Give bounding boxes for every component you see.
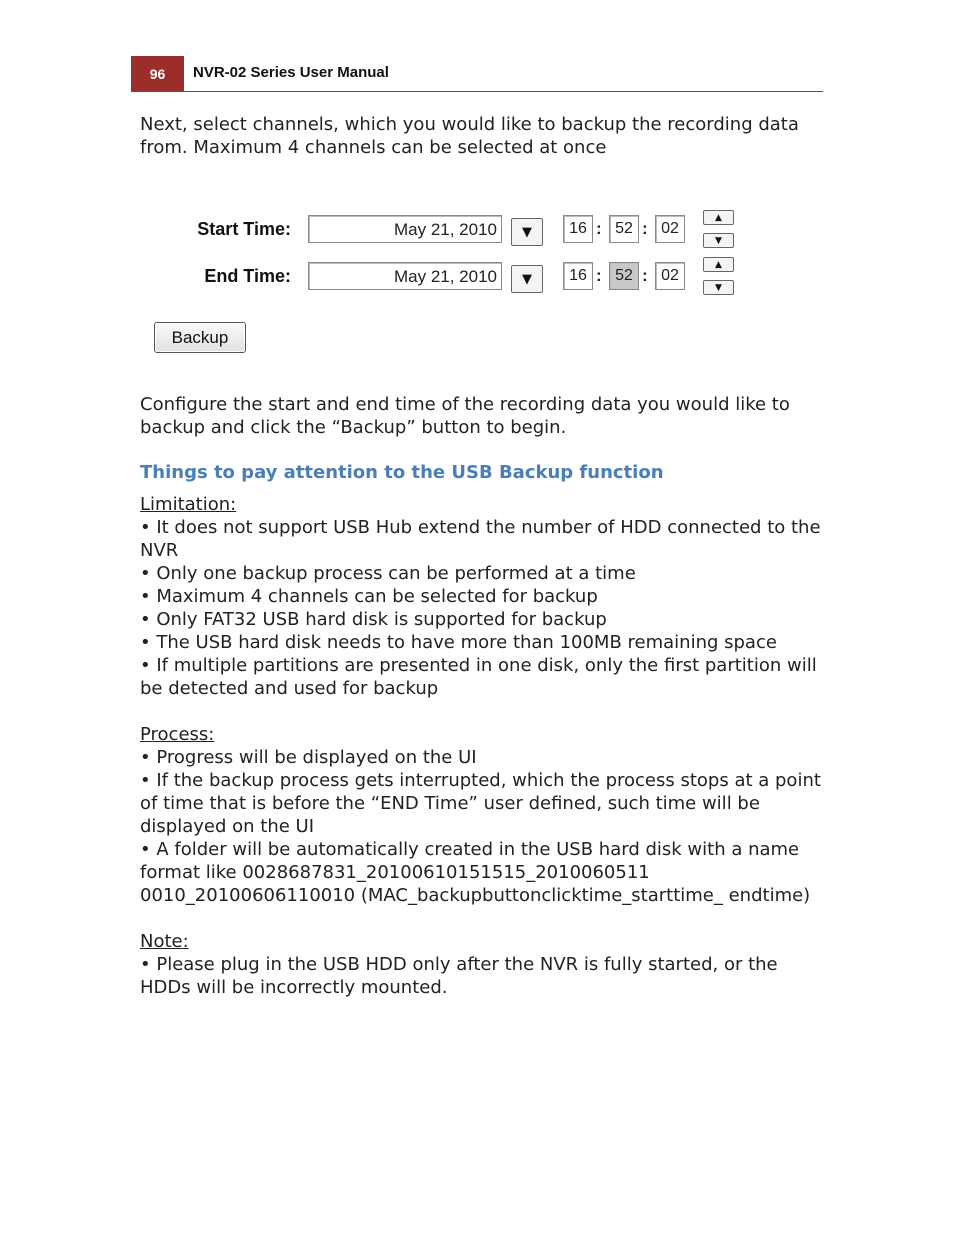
start-date-field[interactable]: May 21, 2010 <box>308 215 502 243</box>
end-date-field[interactable]: May 21, 2010 <box>308 262 502 290</box>
chevron-down-icon: ▼ <box>522 271 532 287</box>
end-hour-field[interactable]: 16 <box>563 262 593 290</box>
page-header <box>131 56 823 92</box>
arrow-up-icon: ▲ <box>715 259 722 270</box>
start-time-label: Start Time: <box>197 219 291 239</box>
list-item: • The USB hard disk needs to have more than 100MB remaining space <box>140 632 777 653</box>
limitation-title: Limitation: <box>140 494 237 515</box>
time-separator: : <box>642 219 648 238</box>
list-item: • Only FAT32 USB hard disk is supported for backup <box>140 609 607 630</box>
configure-paragraph: Configure the start and end time of the recording data you would like to backup and click the “Backup” button to begin. <box>140 394 790 438</box>
arrow-down-icon: ▼ <box>715 282 722 293</box>
page-number: 96 <box>131 56 184 91</box>
start-minute-field[interactable]: 52 <box>609 215 639 243</box>
arrow-down-icon: ▼ <box>715 235 722 246</box>
end-time-label: End Time: <box>204 266 291 286</box>
list-item: • If the backup process gets interrupted, which the process stops at a point of time that is before the “END Time” user defined, such time will be displayed on the UI <box>140 770 821 837</box>
time-separator: : <box>642 266 648 285</box>
end-time-up-button[interactable] <box>703 257 734 272</box>
end-minute-field[interactable]: 52 <box>609 262 639 290</box>
start-time-up-button[interactable] <box>703 210 734 225</box>
backup-button[interactable]: Backup <box>154 322 246 353</box>
process-title: Process: <box>140 724 215 745</box>
time-separator: : <box>596 219 602 238</box>
intro-paragraph: Next, select channels, which you would like to backup the recording data from. Maximum 4 channels can be selected at once <box>140 114 799 158</box>
end-time-down-button[interactable] <box>703 280 734 295</box>
start-time-down-button[interactable] <box>703 233 734 248</box>
body-content <box>140 393 830 999</box>
section-heading: Things to pay attention to the USB Backup function <box>140 462 664 483</box>
start-hour-field[interactable]: 16 <box>563 215 593 243</box>
list-item: • If multiple partitions are presented in one disk, only the first partition will be detected and used for backup <box>140 655 817 699</box>
end-second-field[interactable]: 02 <box>655 262 685 290</box>
start-date-dropdown-button[interactable] <box>511 218 543 246</box>
list-item: • It does not support USB Hub extend the number of HDD connected to the NVR <box>140 517 821 561</box>
list-item: • Maximum 4 channels can be selected for backup <box>140 586 598 607</box>
arrow-up-icon: ▲ <box>715 212 722 223</box>
page-content <box>140 113 830 159</box>
start-second-field[interactable]: 02 <box>655 215 685 243</box>
list-item: • Only one backup process can be performed at a time <box>140 563 636 584</box>
chevron-down-icon: ▼ <box>522 224 532 240</box>
note-title: Note: <box>140 931 189 952</box>
list-item: • Progress will be displayed on the UI <box>140 747 477 768</box>
end-date-dropdown-button[interactable] <box>511 265 543 293</box>
list-item: • A folder will be automatically created in the USB hard disk with a name format like 0028687831_20100610151515_2010060511 0010_20100606110010 (MAC_backupbuttonclicktime_starttime_ endtime) <box>140 839 811 906</box>
time-separator: : <box>596 266 602 285</box>
document-title: NVR-02 Series User Manual <box>193 64 389 81</box>
list-item: • Please plug in the USB HDD only after the NVR is fully started, or the HDDs will be incorrectly mounted. <box>140 954 778 998</box>
